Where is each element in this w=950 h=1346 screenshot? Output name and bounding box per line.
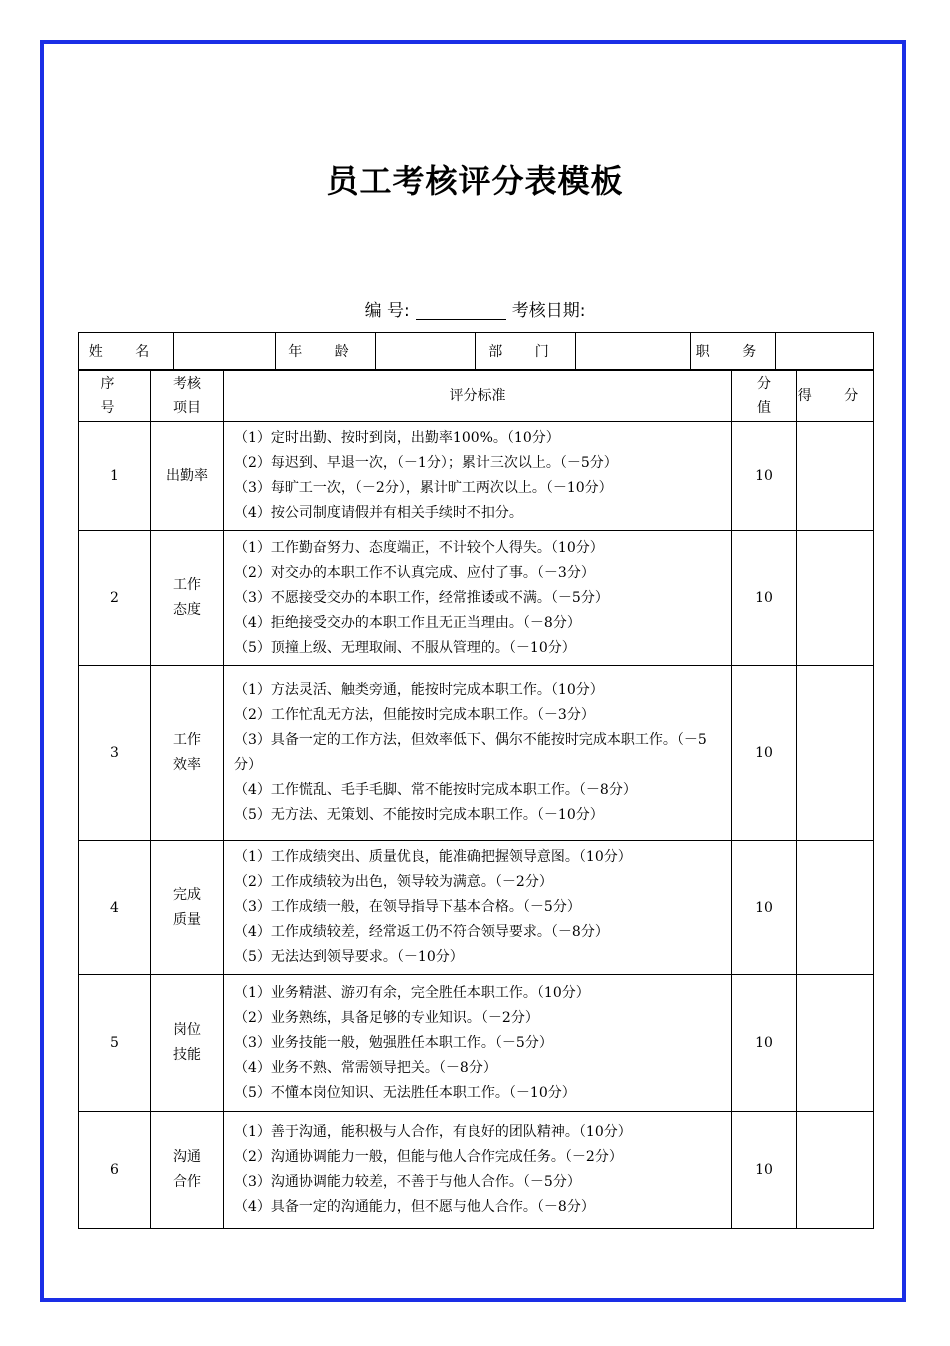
row-number: 5	[79, 975, 151, 1112]
criteria-line: （4）按公司制度请假并有相关手续时不扣分。	[234, 505, 523, 521]
row-score-field[interactable]	[797, 1112, 874, 1229]
age-label: 年 龄	[276, 333, 376, 370]
row-item-text: 沟通合作	[173, 1149, 201, 1190]
criteria-line: （1）工作勤奋努力、态度端正，不计较个人得失。（10分）	[234, 539, 604, 556]
row-number: 2	[79, 531, 151, 666]
criteria-line: （3）工作成绩一般，在领导指导下基本合格。（－5分）	[234, 899, 581, 915]
criteria-line: （5）不懂本岗位知识、无法胜任本职工作。（－10分）	[234, 1084, 576, 1101]
criteria-line: （2）工作成绩较为出色，领导较为满意。（－2分）	[234, 874, 553, 890]
page-title: 员工考核评分表模板	[326, 162, 624, 200]
row-number: 3	[79, 666, 151, 841]
row-item-text: 岗位技能	[173, 1022, 201, 1063]
criteria-line: （2）每迟到、早退一次，（－1分）；累计三次以上。（－5分）	[234, 455, 618, 471]
criteria-line: （1）方法灵活、触类旁通，能按时完成本职工作。（10分）	[234, 682, 604, 698]
row-item-text: 出勤率	[166, 467, 208, 484]
criteria-line: （4）工作慌乱、毛手毛脚、常不能按时完成本职工作。（－8分）	[234, 782, 637, 798]
criteria-line: （2）业务熟练，具备足够的专业知识。（－2分）	[234, 1009, 539, 1026]
criteria-line: （3）每旷工一次，（－2分），累计旷工两次以上。（－10分）	[234, 480, 613, 496]
row-item	[151, 1112, 224, 1229]
row-item-text: 工作效率	[173, 732, 201, 773]
score-table	[78, 370, 874, 1229]
row-score-field[interactable]	[797, 422, 874, 531]
row-score-field[interactable]	[797, 531, 874, 666]
row-full-score: 10	[732, 975, 797, 1112]
row-number: 4	[79, 841, 151, 975]
criteria-line: （4）具备一定的沟通能力，但不愿与他人合作。（－8分）	[234, 1199, 595, 1215]
criteria-line: （5）无方法、无策划、不能按时完成本职工作。（－10分）	[234, 807, 604, 823]
row-criteria	[224, 666, 732, 841]
criteria-line: （2）工作忙乱无方法，但能按时完成本职工作。（－3分）	[234, 707, 595, 723]
meta-line	[0, 296, 950, 321]
criteria-line: （4）拒绝接受交办的本职工作且无正当理由。（－8分）	[234, 614, 581, 631]
row-item	[151, 841, 224, 975]
row-number: 6	[79, 1112, 151, 1229]
header-standard: 评分标准	[224, 371, 732, 422]
criteria-line: （3）不愿接受交办的本职工作，经常推诿或不满。（－5分）	[234, 589, 609, 606]
number-label: 编 号:	[364, 301, 410, 321]
table-row	[79, 422, 874, 531]
criteria-line: （3）沟通协调能力较差，不善于与他人合作。（－5分）	[234, 1174, 581, 1190]
row-item	[151, 666, 224, 841]
criteria-line: （3）具备一定的工作方法，但效率低下、偶尔不能按时完成本职工作。（－5分）	[234, 732, 707, 773]
name-field[interactable]	[174, 333, 276, 370]
header-full	[732, 371, 797, 422]
criteria-line: （1）业务精湛、游刃有余，完全胜任本职工作。（10分）	[234, 984, 590, 1001]
criteria-line: （5）顶撞上级、无理取闹、不服从管理的。（－10分）	[234, 639, 576, 656]
table-row	[79, 531, 874, 666]
criteria-line: （2）对交办的本职工作不认真完成、应付了事。（－3分）	[234, 564, 595, 581]
table-row	[79, 841, 874, 975]
row-full-score: 10	[732, 531, 797, 666]
row-item-text: 完成质量	[173, 886, 201, 928]
header-score: 得 分	[797, 371, 874, 422]
row-score-field[interactable]	[797, 841, 874, 975]
row-full-score: 10	[732, 841, 797, 975]
dept-label: 部 门	[476, 333, 576, 370]
row-full-score: 10	[732, 422, 797, 531]
info-table	[78, 332, 874, 370]
row-criteria	[224, 975, 732, 1112]
row-item	[151, 422, 224, 531]
row-score-field[interactable]	[797, 975, 874, 1112]
header-item	[151, 371, 224, 422]
criteria-line: （5）无法达到领导要求。（－10分）	[234, 949, 464, 965]
position-label: 职 务	[691, 333, 776, 370]
header-seq: 序 号	[79, 371, 151, 422]
row-criteria	[224, 531, 732, 666]
row-score-field[interactable]	[797, 666, 874, 841]
criteria-line: （1）工作成绩突出、质量优良，能准确把握领导意图。（10分）	[234, 849, 632, 865]
row-criteria	[224, 1112, 732, 1229]
criteria-line: （1）定时出勤、按时到岗，出勤率100%。（10分）	[234, 430, 560, 446]
row-item	[151, 531, 224, 666]
dept-field[interactable]	[576, 333, 691, 370]
criteria-line: （4）工作成绩较差，经常返工仍不符合领导要求。（－8分）	[234, 924, 609, 940]
criteria-line: （2）沟通协调能力一般，但能与他人合作完成任务。（－2分）	[234, 1149, 623, 1165]
row-item-text: 工作态度	[173, 577, 201, 618]
criteria-line: （3）业务技能一般，勉强胜任本职工作。（－5分）	[234, 1034, 553, 1051]
row-criteria	[224, 841, 732, 975]
row-full-score: 10	[732, 1112, 797, 1229]
header-full-text: 分值	[757, 376, 771, 416]
age-field[interactable]	[376, 333, 476, 370]
criteria-line: （4）业务不熟、常需领导把关。（－8分）	[234, 1059, 497, 1076]
row-criteria	[224, 422, 732, 531]
name-label: 姓 名	[79, 333, 174, 370]
row-full-score: 10	[732, 666, 797, 841]
criteria-line: （1）善于沟通，能积极与人合作，有良好的团队精神。（10分）	[234, 1124, 632, 1140]
row-number: 1	[79, 422, 151, 531]
table-row	[79, 975, 874, 1112]
header-item-text: 考核项目	[173, 376, 201, 416]
date-label: 考核日期:	[511, 301, 586, 321]
table-row	[79, 1112, 874, 1229]
position-field[interactable]	[776, 333, 874, 370]
row-item	[151, 975, 224, 1112]
number-blank[interactable]	[416, 301, 506, 320]
table-row	[79, 666, 874, 841]
